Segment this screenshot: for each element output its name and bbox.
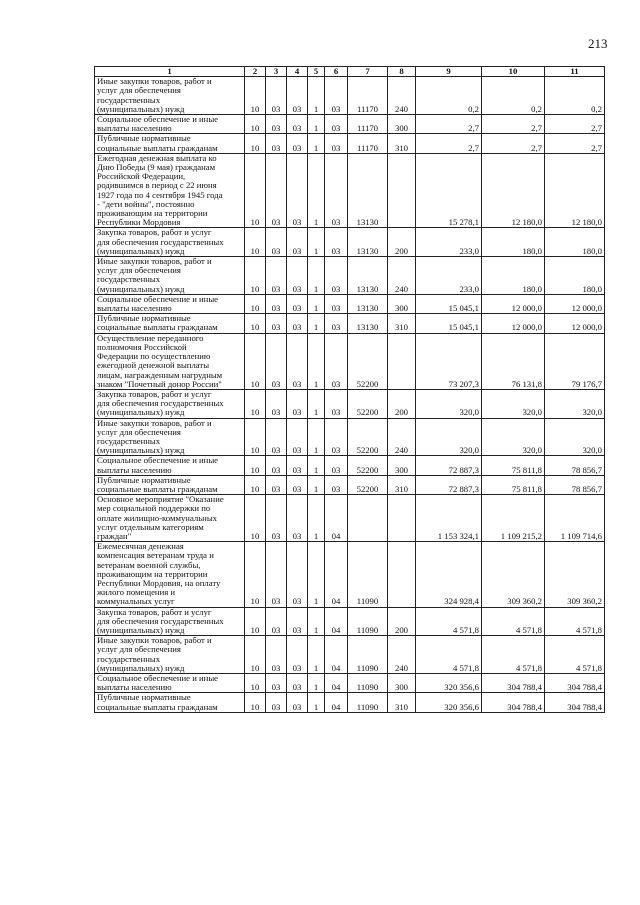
amount-year-1: 324 928,4 [416, 542, 482, 607]
subsection-code: 03 [266, 475, 287, 494]
amount-year-1: 4 571,8 [416, 636, 482, 674]
table-row [95, 77, 605, 115]
table-row [95, 115, 605, 134]
section-code: 10 [245, 542, 266, 607]
expense-type-code: 300 [388, 674, 416, 693]
direction-code [348, 495, 388, 542]
subprogram-code: 1 [308, 294, 325, 313]
section-code: 10 [245, 607, 266, 636]
table-row [95, 153, 605, 228]
row-name: Иные закупки товаров, работ и услуг для обеспечения государственных (муниципальных) нужд [95, 257, 245, 295]
subsection-code: 03 [266, 228, 287, 257]
subprogram-code: 1 [308, 153, 325, 228]
column-header: 5 [308, 67, 325, 77]
table-row [95, 314, 605, 333]
measure-code: 03 [325, 456, 348, 475]
section-code: 10 [245, 475, 266, 494]
amount-year-2: 180,0 [482, 257, 545, 295]
amount-year-3: 2,7 [545, 134, 605, 153]
subprogram-code: 1 [308, 693, 325, 712]
table-row [95, 475, 605, 494]
program-code: 03 [287, 333, 308, 389]
subsection-code: 03 [266, 257, 287, 295]
amount-year-1: 320,0 [416, 389, 482, 418]
table-row [95, 607, 605, 636]
amount-year-1: 320 356,6 [416, 674, 482, 693]
amount-year-3: 309 360,2 [545, 542, 605, 607]
subsection-code: 03 [266, 115, 287, 134]
subprogram-code: 1 [308, 674, 325, 693]
section-code: 10 [245, 228, 266, 257]
subprogram-code: 1 [308, 228, 325, 257]
subsection-code: 03 [266, 389, 287, 418]
row-name: Ежемесячная денежная компенсация ветеранам труда и ветеранам военной службы, проживающим на территории Республики Мордовия, на оплату жилого помещения и коммунальных услуг [95, 542, 245, 607]
row-name: Публичные нормативные социальные выплаты гражданам [95, 693, 245, 712]
subprogram-code: 1 [308, 495, 325, 542]
subsection-code: 03 [266, 674, 287, 693]
program-code: 03 [287, 542, 308, 607]
subsection-code: 03 [266, 636, 287, 674]
amount-year-2: 75 811,8 [482, 456, 545, 475]
program-code: 03 [287, 257, 308, 295]
section-code: 10 [245, 495, 266, 542]
column-header: 11 [545, 67, 605, 77]
program-code: 03 [287, 77, 308, 115]
measure-code: 03 [325, 77, 348, 115]
section-code: 10 [245, 77, 266, 115]
table-row [95, 495, 605, 542]
measure-code: 03 [325, 389, 348, 418]
program-code: 03 [287, 495, 308, 542]
subsection-code: 03 [266, 418, 287, 456]
subprogram-code: 1 [308, 389, 325, 418]
table-row [95, 418, 605, 456]
amount-year-2: 12 000,0 [482, 314, 545, 333]
subprogram-code: 1 [308, 636, 325, 674]
section-code: 10 [245, 333, 266, 389]
table-row [95, 294, 605, 313]
direction-code: 13130 [348, 257, 388, 295]
column-header: 7 [348, 67, 388, 77]
measure-code: 04 [325, 495, 348, 542]
amount-year-2: 1 109 215,2 [482, 495, 545, 542]
amount-year-1: 2,7 [416, 134, 482, 153]
subprogram-code: 1 [308, 314, 325, 333]
measure-code: 04 [325, 693, 348, 712]
table-row [95, 389, 605, 418]
row-name: Иные закупки товаров, работ и услуг для обеспечения государственных (муниципальных) нужд [95, 418, 245, 456]
amount-year-2: 12 000,0 [482, 294, 545, 313]
program-code: 03 [287, 294, 308, 313]
direction-code: 52200 [348, 418, 388, 456]
amount-year-3: 12 000,0 [545, 294, 605, 313]
direction-code: 11090 [348, 636, 388, 674]
measure-code: 04 [325, 542, 348, 607]
program-code: 03 [287, 153, 308, 228]
column-header: 1 [95, 67, 245, 77]
direction-code: 52200 [348, 333, 388, 389]
program-code: 03 [287, 228, 308, 257]
amount-year-2: 76 131,8 [482, 333, 545, 389]
amount-year-2: 304 788,4 [482, 674, 545, 693]
subprogram-code: 1 [308, 333, 325, 389]
program-code: 03 [287, 674, 308, 693]
amount-year-3: 78 856,7 [545, 475, 605, 494]
amount-year-1: 15 045,1 [416, 314, 482, 333]
measure-code: 04 [325, 674, 348, 693]
section-code: 10 [245, 636, 266, 674]
amount-year-1: 2,7 [416, 115, 482, 134]
subsection-code: 03 [266, 607, 287, 636]
section-code: 10 [245, 456, 266, 475]
amount-year-3: 78 856,7 [545, 456, 605, 475]
direction-code: 11170 [348, 134, 388, 153]
row-name: Закупка товаров, работ и услуг для обеспечения государственных (муниципальных) нужд [95, 228, 245, 257]
expense-type-code [388, 542, 416, 607]
expense-type-code: 300 [388, 115, 416, 134]
direction-code: 13130 [348, 228, 388, 257]
column-header: 8 [388, 67, 416, 77]
subsection-code: 03 [266, 693, 287, 712]
subprogram-code: 1 [308, 542, 325, 607]
column-header: 6 [325, 67, 348, 77]
subsection-code: 03 [266, 456, 287, 475]
measure-code: 03 [325, 153, 348, 228]
amount-year-2: 180,0 [482, 228, 545, 257]
program-code: 03 [287, 456, 308, 475]
row-name: Социальное обеспечение и иные выплаты населению [95, 294, 245, 313]
subprogram-code: 1 [308, 456, 325, 475]
measure-code: 03 [325, 134, 348, 153]
row-name: Социальное обеспечение и иные выплаты населению [95, 456, 245, 475]
program-code: 03 [287, 636, 308, 674]
section-code: 10 [245, 314, 266, 333]
amount-year-2: 75 811,8 [482, 475, 545, 494]
expense-type-code [388, 153, 416, 228]
amount-year-3: 4 571,8 [545, 636, 605, 674]
amount-year-3: 320,0 [545, 418, 605, 456]
program-code: 03 [287, 134, 308, 153]
expense-type-code: 240 [388, 77, 416, 115]
direction-code: 11170 [348, 77, 388, 115]
measure-code: 03 [325, 294, 348, 313]
table-row [95, 636, 605, 674]
column-header: 4 [287, 67, 308, 77]
amount-year-2: 304 788,4 [482, 693, 545, 712]
amount-year-1: 15 278,1 [416, 153, 482, 228]
amount-year-3: 2,7 [545, 115, 605, 134]
expense-type-code: 310 [388, 314, 416, 333]
expense-type-code [388, 495, 416, 542]
direction-code: 11090 [348, 693, 388, 712]
subsection-code: 03 [266, 294, 287, 313]
row-name: Основное мероприятие "Оказание мер социальной поддержки по оплате жилищно-коммунальных услуг отдельным категориям граждан" [95, 495, 245, 542]
section-code: 10 [245, 115, 266, 134]
amount-year-2: 0,2 [482, 77, 545, 115]
amount-year-1: 72 887,3 [416, 456, 482, 475]
row-name: Закупка товаров, работ и услуг для обеспечения государственных (муниципальных) нужд [95, 389, 245, 418]
measure-code: 03 [325, 475, 348, 494]
budget-table [94, 66, 605, 713]
program-code: 03 [287, 314, 308, 333]
page-number: 213 [588, 36, 608, 51]
row-name: Социальное обеспечение и иные выплаты населению [95, 674, 245, 693]
subsection-code: 03 [266, 542, 287, 607]
expense-type-code: 240 [388, 418, 416, 456]
program-code: 03 [287, 693, 308, 712]
amount-year-3: 12 000,0 [545, 314, 605, 333]
expense-type-code [388, 333, 416, 389]
expense-type-code: 300 [388, 456, 416, 475]
table-row [95, 542, 605, 607]
direction-code: 11170 [348, 115, 388, 134]
amount-year-1: 0,2 [416, 77, 482, 115]
row-name: Иные закупки товаров, работ и услуг для обеспечения государственных (муниципальных) нужд [95, 636, 245, 674]
direction-code: 52200 [348, 475, 388, 494]
section-code: 10 [245, 693, 266, 712]
column-header: 9 [416, 67, 482, 77]
amount-year-3: 180,0 [545, 228, 605, 257]
amount-year-1: 73 207,3 [416, 333, 482, 389]
amount-year-2: 4 571,8 [482, 607, 545, 636]
program-code: 03 [287, 389, 308, 418]
section-code: 10 [245, 257, 266, 295]
table-row [95, 333, 605, 389]
measure-code: 04 [325, 607, 348, 636]
measure-code: 03 [325, 257, 348, 295]
table-header-row [95, 67, 605, 77]
expense-type-code: 200 [388, 228, 416, 257]
amount-year-3: 4 571,8 [545, 607, 605, 636]
subprogram-code: 1 [308, 77, 325, 115]
row-name: Публичные нормативные социальные выплаты гражданам [95, 134, 245, 153]
section-code: 10 [245, 418, 266, 456]
row-name: Иные закупки товаров, работ и услуг для обеспечения государственных (муниципальных) нужд [95, 77, 245, 115]
measure-code: 03 [325, 228, 348, 257]
column-header: 2 [245, 67, 266, 77]
measure-code: 03 [325, 418, 348, 456]
amount-year-2: 309 360,2 [482, 542, 545, 607]
amount-year-3: 320,0 [545, 389, 605, 418]
section-code: 10 [245, 674, 266, 693]
amount-year-3: 12 180,0 [545, 153, 605, 228]
subprogram-code: 1 [308, 134, 325, 153]
program-code: 03 [287, 475, 308, 494]
column-header: 3 [266, 67, 287, 77]
amount-year-1: 233,0 [416, 257, 482, 295]
subsection-code: 03 [266, 314, 287, 333]
subprogram-code: 1 [308, 257, 325, 295]
measure-code: 03 [325, 115, 348, 134]
program-code: 03 [287, 115, 308, 134]
amount-year-2: 320,0 [482, 389, 545, 418]
subsection-code: 03 [266, 134, 287, 153]
measure-code: 04 [325, 636, 348, 674]
direction-code: 13130 [348, 314, 388, 333]
subprogram-code: 1 [308, 418, 325, 456]
subsection-code: 03 [266, 495, 287, 542]
subsection-code: 03 [266, 77, 287, 115]
row-name: Осуществление переданного полномочия Российской Федерации по осуществлению ежегодной денежной выплаты лицам, награжденным нагрудным знаком "Почетный донор России" [95, 333, 245, 389]
section-code: 10 [245, 153, 266, 228]
amount-year-1: 1 153 324,1 [416, 495, 482, 542]
section-code: 10 [245, 389, 266, 418]
expense-type-code: 310 [388, 693, 416, 712]
direction-code: 13130 [348, 153, 388, 228]
amount-year-2: 2,7 [482, 115, 545, 134]
expense-type-code: 300 [388, 294, 416, 313]
table-row [95, 693, 605, 712]
measure-code: 03 [325, 314, 348, 333]
section-code: 10 [245, 294, 266, 313]
subsection-code: 03 [266, 153, 287, 228]
direction-code: 11090 [348, 674, 388, 693]
program-code: 03 [287, 418, 308, 456]
row-name: Закупка товаров, работ и услуг для обеспечения государственных (муниципальных) нужд [95, 607, 245, 636]
direction-code: 13130 [348, 294, 388, 313]
measure-code: 03 [325, 333, 348, 389]
subprogram-code: 1 [308, 607, 325, 636]
subprogram-code: 1 [308, 115, 325, 134]
amount-year-2: 12 180,0 [482, 153, 545, 228]
expense-type-code: 200 [388, 607, 416, 636]
table-row [95, 257, 605, 295]
direction-code: 52200 [348, 456, 388, 475]
direction-code: 52200 [348, 389, 388, 418]
table-row [95, 228, 605, 257]
expense-type-code: 310 [388, 134, 416, 153]
column-header: 10 [482, 67, 545, 77]
amount-year-1: 15 045,1 [416, 294, 482, 313]
amount-year-1: 233,0 [416, 228, 482, 257]
amount-year-2: 320,0 [482, 418, 545, 456]
amount-year-2: 4 571,8 [482, 636, 545, 674]
amount-year-1: 320 356,6 [416, 693, 482, 712]
row-name: Ежегодная денежная выплата ко Дню Победы (9 мая) гражданам Российской Федерации, родившимся в период с 22 июня 1927 года по 4 сентября 1945 года - "дети войны", постоянно проживающим на территории Республики Мордовия [95, 153, 245, 228]
program-code: 03 [287, 607, 308, 636]
amount-year-2: 2,7 [482, 134, 545, 153]
row-name: Публичные нормативные социальные выплаты гражданам [95, 314, 245, 333]
amount-year-1: 4 571,8 [416, 607, 482, 636]
expense-type-code: 240 [388, 636, 416, 674]
table-row [95, 134, 605, 153]
direction-code: 11090 [348, 542, 388, 607]
amount-year-3: 0,2 [545, 77, 605, 115]
amount-year-3: 79 176,7 [545, 333, 605, 389]
section-code: 10 [245, 134, 266, 153]
subsection-code: 03 [266, 333, 287, 389]
expense-type-code: 310 [388, 475, 416, 494]
expense-type-code: 240 [388, 257, 416, 295]
subprogram-code: 1 [308, 475, 325, 494]
expense-type-code: 200 [388, 389, 416, 418]
amount-year-1: 72 887,3 [416, 475, 482, 494]
row-name: Социальное обеспечение и иные выплаты населению [95, 115, 245, 134]
table-row [95, 456, 605, 475]
amount-year-3: 1 109 714,6 [545, 495, 605, 542]
amount-year-3: 180,0 [545, 257, 605, 295]
table-row [95, 674, 605, 693]
row-name: Публичные нормативные социальные выплаты гражданам [95, 475, 245, 494]
amount-year-3: 304 788,4 [545, 693, 605, 712]
amount-year-1: 320,0 [416, 418, 482, 456]
table-body [95, 77, 605, 713]
direction-code: 11090 [348, 607, 388, 636]
amount-year-3: 304 788,4 [545, 674, 605, 693]
